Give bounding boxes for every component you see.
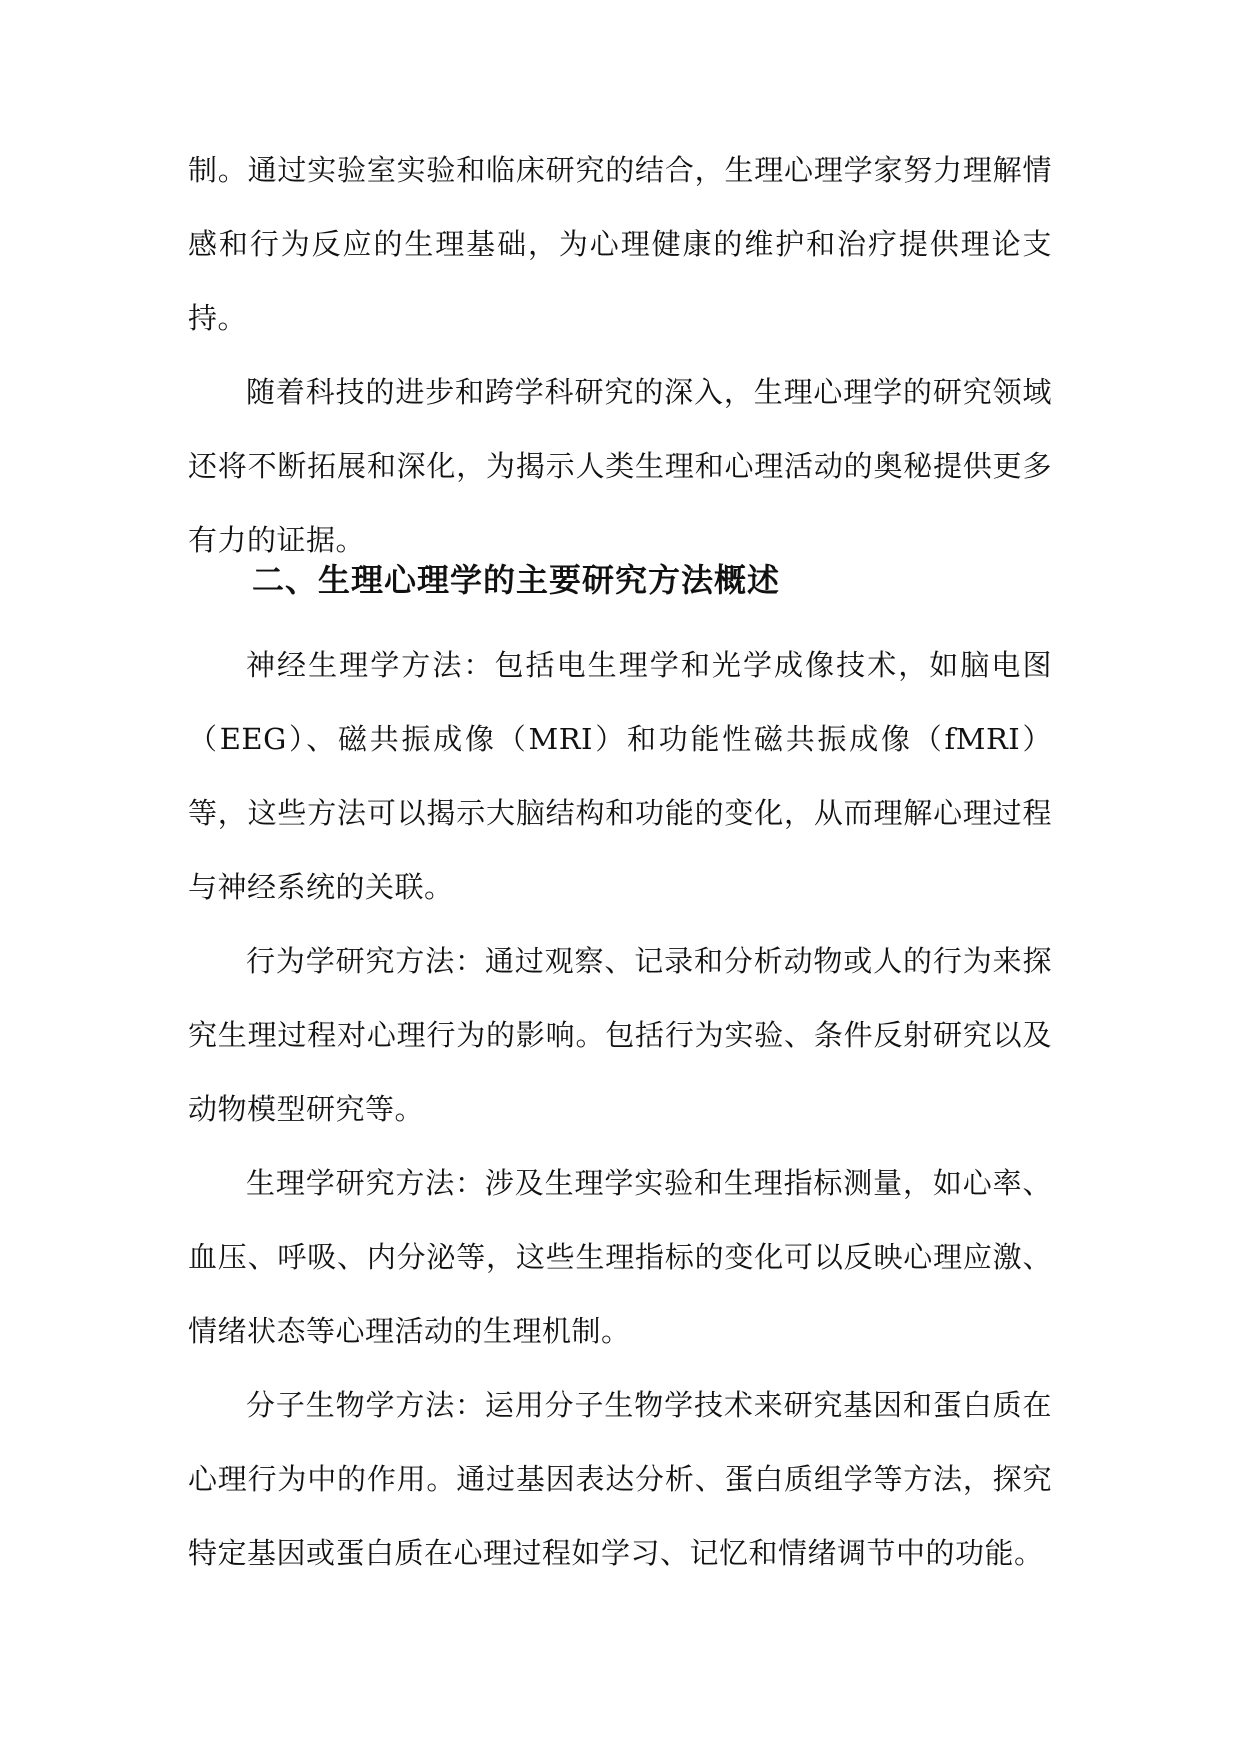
continued-paragraph: 制。通过实验室实验和临床研究的结合，生理心理学家努力理解情感和行为反应的生理基础，为心理健康的维护和治疗提供理论支持。 [188,153,1052,335]
paragraph-physiology: 生理学研究方法：涉及生理学实验和生理指标测量，如心率、血压、呼吸、内分泌等，这些生理指标的变化可以反映心理应激、情绪状态等心理活动的生理机制。 [188,1166,1052,1348]
intro-paragraph: 随着科技的进步和跨学科研究的深入，生理心理学的研究领域还将不断拓展和深化，为揭示人类生理和心理活动的奥秘提供更多有力的证据。 [188,375,1052,557]
paragraph-molecular-biology: 分子生物学方法：运用分子生物学技术来研究基因和蛋白质在心理行为中的作用。通过基因表达分析、蛋白质组学等方法，探究特定基因或蛋白质在心理过程如学习、记忆和情绪调节中的功能。 [188,1388,1052,1570]
section-body [188,628,1052,1590]
paragraph-behavioral: 行为学研究方法：通过观察、记录和分析动物或人的行为来探究生理过程对心理行为的影响。包括行为实验、条件反射研究以及动物模型研究等。 [188,944,1052,1126]
top-text-block [188,133,1052,577]
paragraph-neurophysiology: 神经生理学方法：包括电生理学和光学成像技术，如脑电图（EEG）、磁共振成像（MRI）和功能性磁共振成像（fMRI）等，这些方法可以揭示大脑结构和功能的变化，从而理解心理过程与神经系统的关联。 [188,648,1052,904]
section-heading: 二、生理心理学的主要研究方法概述 [252,561,781,599]
